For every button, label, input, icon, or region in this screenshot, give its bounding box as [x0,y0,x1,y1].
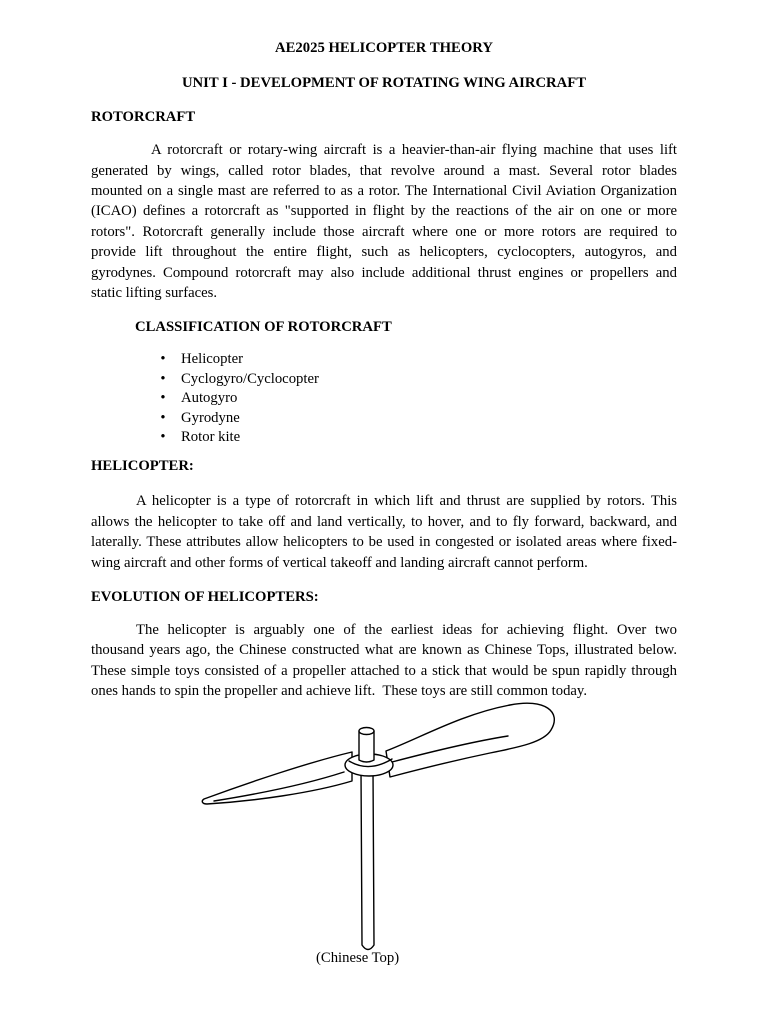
bullet-marker [156,428,170,447]
top-nub-cap [359,728,374,735]
paragraph-line: (ICAO) defines a rotorcraft as "supported in flight by the reactions of the air on one or more [91,203,677,220]
rotorcraft-heading: ROTORCRAFT [91,109,196,125]
right-propeller-blade [386,703,554,777]
bullet-marker [156,370,170,389]
paragraph-line: ones hands to spin the propeller and achieve lift. These toys are still common today. [91,683,587,700]
paragraph-line: gyrodynes. Compound rotorcraft may also include additional thrust engines or propellers and [91,264,677,281]
paragraph-line: allows the helicopter to take off and land vertically, to hover, and to fly forward, backward, and [91,513,677,530]
paragraph-line: A helicopter is a type of rotorcraft in which lift and thrust are supplied by rotors. This [136,493,677,509]
paragraph-line: thousand years ago, the Chinese constructed what are known as Chinese Tops, illustrated below. [91,642,677,659]
paragraph-line: provide lift throughout the entire flight, such as helicopters, cyclocopters, autogyros, and [91,244,677,261]
paragraph-line: wing aircraft and other forms of vertical takeoff and landing aircraft cannot perform. [91,555,588,571]
helicopter-heading: HELICOPTER: [91,458,194,474]
list-item-text: Autogyro [181,390,238,406]
paragraph-line: rotors". Rotorcraft generally include those aircraft where one or more rotors are required to [91,223,677,240]
bullet-marker [156,350,170,369]
unit-title: UNIT I - DEVELOPMENT OF ROTATING WING AIRCRAFT [181,75,587,91]
course-title: AE2025 HELICOPTER THEORY [275,40,493,56]
list-item-text: Rotor kite [181,429,241,445]
classification-heading: CLASSIFICATION OF ROTORCRAFT [135,319,392,335]
left-propeller-blade [202,752,352,804]
paragraph-line: These simple toys consisted of a propeller attached to a stick that would be spun rapidly through [91,662,677,679]
paragraph-line: The helicopter is arguably one of the earliest ideas for achieving flight. Over two [136,622,677,638]
paragraph-line: A rotorcraft or rotary-wing aircraft is a heavier-than-air flying machine that uses lift [151,142,677,158]
stick [361,770,374,950]
bullet-marker [156,389,170,408]
figure-caption: (Chinese Top) [316,950,400,966]
list-item-text: Gyrodyne [181,409,240,426]
chinese-top-illustration [195,695,565,957]
paragraph-line: mounted on a single mast are referred to as a rotor. The International Civil Aviation Organization [91,183,677,199]
top-nub [359,731,374,762]
paragraph-line: generated by wings, called rotor blades, that revolve around a mast. Several rotor blades [91,162,677,179]
list-item-text: Helicopter [181,351,243,367]
paragraph-line: static lifting surfaces. [91,285,218,302]
bullet-marker [156,409,170,428]
evolution-heading: EVOLUTION OF HELICOPTERS: [91,589,319,605]
list-item-text: Cyclogyro/Cyclocopter [181,370,319,387]
paragraph-line: laterally. These attributes allow helicopters to be used in congested or isolated areas where fixed- [91,534,677,551]
